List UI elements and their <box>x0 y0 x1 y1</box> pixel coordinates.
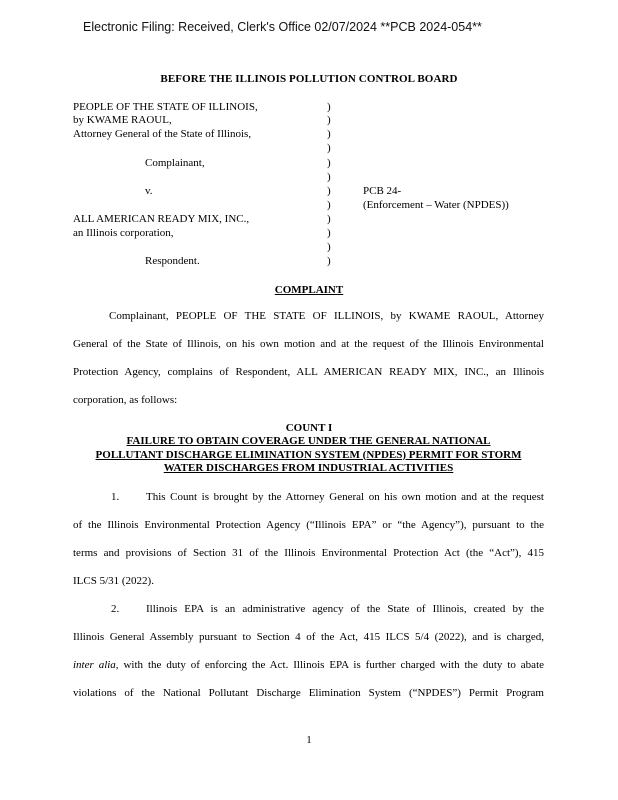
count-subtitle-line: FAILURE TO OBTAIN COVERAGE UNDER THE GENERAL NATIONAL <box>126 435 491 447</box>
paragraph-line: of the Illinois Environmental Protection Agency (“Illinois EPA” or “the Agency”), pursuant to the <box>73 519 544 531</box>
case-number: PCB 24- <box>363 185 402 197</box>
paragraph-line <box>73 595 544 623</box>
latin-phrase: inter alia, <box>73 659 119 671</box>
intro-paragraph <box>73 302 544 414</box>
caption-paren: ) <box>327 101 331 113</box>
paragraph-text: with the duty of enforcing the Act. Illinois EPA is further charged with the duty to abate <box>123 659 544 671</box>
paragraph-text: This Count is brought by the Attorney General on his own motion and at the request <box>146 491 544 503</box>
paragraph-line: terms and provisions of Section 31 of the Illinois Environmental Protection Act (the “Act”), 415 <box>73 547 544 559</box>
caption-paren: ) <box>327 199 331 211</box>
intro-line: Protection Agency, complains of Respondent, ALL AMERICAN READY MIX, INC., an Illinois <box>73 366 544 378</box>
caption-line-defendant: ALL AMERICAN READY MIX, INC., <box>73 213 250 225</box>
paragraph-line <box>73 651 544 679</box>
paragraph-line: Illinois General Assembly pursuant to Section 4 of the Act, 415 ILCS 5/4 (2022), and is charged, <box>73 631 544 643</box>
caption-paren: ) <box>327 128 331 140</box>
paragraph-line <box>73 483 544 511</box>
board-title: BEFORE THE ILLINOIS POLLUTION CONTROL BOARD <box>160 73 458 85</box>
complaint-heading: COMPLAINT <box>274 284 344 296</box>
count-title: COUNT I <box>285 422 333 434</box>
caption-paren: ) <box>327 114 331 126</box>
page-number: 1 <box>306 734 312 746</box>
caption-line-corporation: an Illinois corporation, <box>73 227 174 239</box>
count-subtitle-line: WATER DISCHARGES FROM INDUSTRIAL ACTIVITIES <box>163 462 454 474</box>
paragraph-line: violations of the National Pollutant Discharge Elimination System (“NPDES”) Permit Program <box>73 687 544 699</box>
intro-line: General of the State of Illinois, on his own motion and at the request of the Illinois Environmental <box>73 338 544 350</box>
paragraph-text: Illinois EPA is an administrative agency of the State of Illinois, created by the <box>146 603 544 615</box>
caption-paren: ) <box>327 185 331 197</box>
caption-paren: ) <box>327 157 331 169</box>
caption-paren: ) <box>327 227 331 239</box>
case-type: (Enforcement – Water (NPDES)) <box>363 199 509 211</box>
caption-paren: ) <box>327 142 331 154</box>
paragraph-2 <box>73 595 544 707</box>
caption-paren: ) <box>327 255 331 267</box>
caption-line-by: by KWAME RAOUL, <box>73 114 172 126</box>
caption-line-complainant: Complainant, <box>145 157 205 169</box>
caption-line-versus: v. <box>145 185 153 197</box>
intro-line: corporation, as follows: <box>73 394 178 406</box>
count-subtitle-line: POLLUTANT DISCHARGE ELIMINATION SYSTEM (NPDES) PERMIT FOR STORM <box>95 448 522 461</box>
filing-stamp: Electronic Filing: Received, Clerk's Office 02/07/2024 **PCB 2024-054** <box>83 20 482 34</box>
caption-line-plaintiff: PEOPLE OF THE STATE OF ILLINOIS, <box>73 101 258 113</box>
caption-line-attorney-general: Attorney General of the State of Illinois, <box>73 128 252 140</box>
intro-line: Complainant, PEOPLE OF THE STATE OF ILLINOIS, by KWAME RAOUL, Attorney <box>109 310 544 322</box>
paragraph-line: ILCS 5/31 (2022). <box>73 575 154 587</box>
count-subtitle <box>73 435 544 476</box>
paragraph-number: 2. <box>111 603 120 615</box>
caption-line-respondent: Respondent. <box>145 255 200 267</box>
caption-paren: ) <box>327 213 331 225</box>
caption-paren: ) <box>327 241 331 253</box>
paragraph-number: 1. <box>111 491 120 503</box>
paragraph-1 <box>73 483 544 595</box>
caption-paren: ) <box>327 171 331 183</box>
